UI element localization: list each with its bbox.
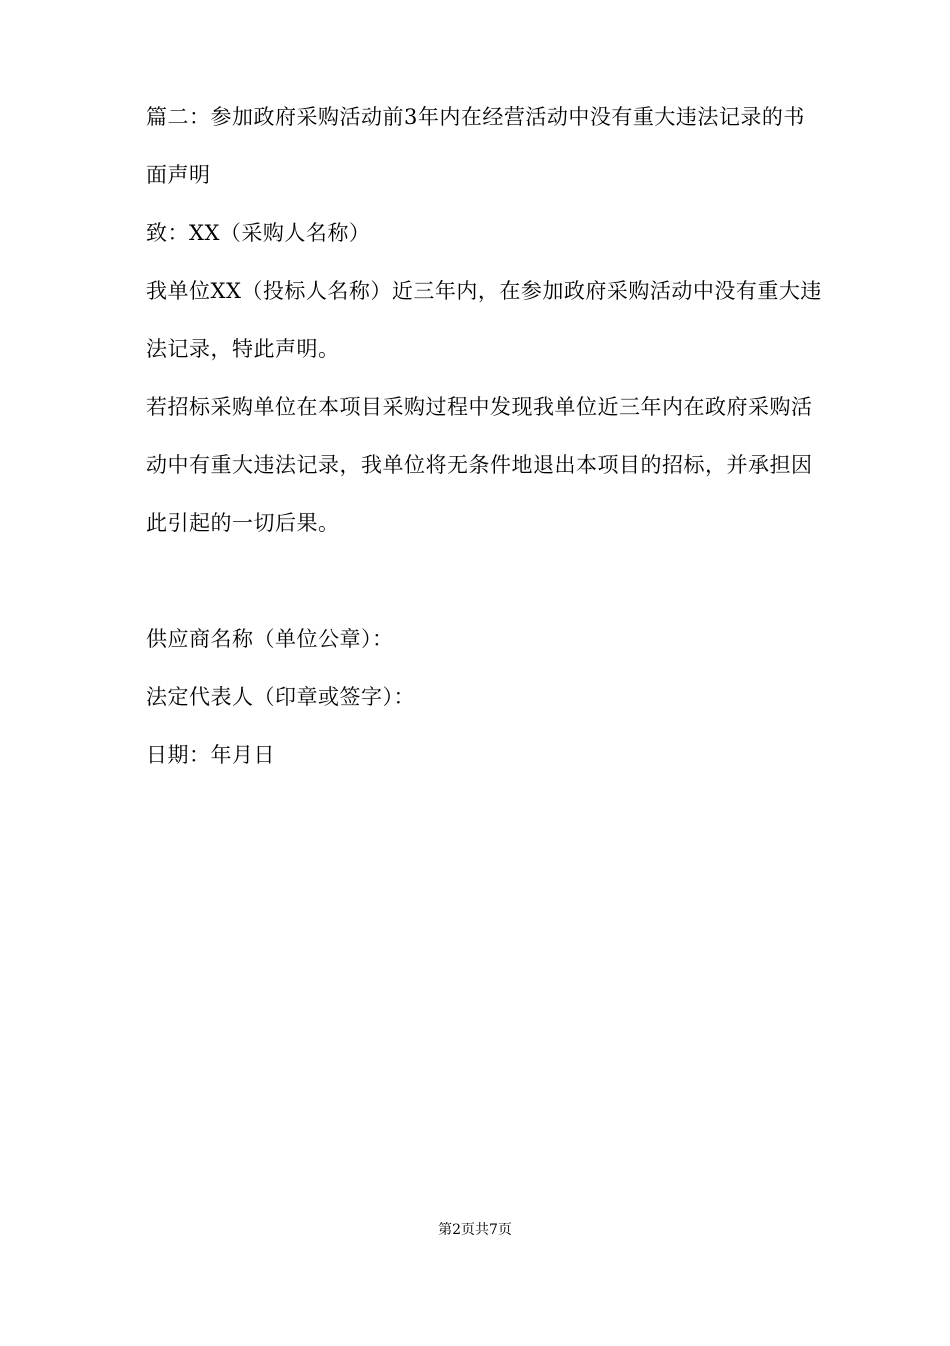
- page-number: 第2页共7页: [438, 1222, 512, 1238]
- document-heading: 篇二：参加政府采购活动前3年内在经营活动中没有重大违法记录的书面声明: [146, 105, 805, 187]
- spacer: [146, 552, 826, 610]
- page-footer: [0, 1220, 950, 1240]
- commitment-paragraph: 若招标采购单位在本项目采购过程中发现我单位近三年内在政府采购活动中有重大违法记录，我单位将无条件地退出本项目的招标，并承担因此引起的一切后果。: [146, 395, 813, 535]
- addressee-line: 致：XX（采购人名称）: [146, 221, 371, 245]
- document-body: [146, 88, 826, 784]
- date-line: 日期：年月日: [146, 743, 275, 767]
- declaration-paragraph: 我单位XX（投标人名称）近三年内，在参加政府采购活动中没有重大违法记录，特此声明。: [146, 279, 822, 361]
- legal-representative-line: 法定代表人（印章或签字）：: [146, 685, 415, 709]
- supplier-name-line: 供应商名称（单位公章）：: [146, 627, 394, 651]
